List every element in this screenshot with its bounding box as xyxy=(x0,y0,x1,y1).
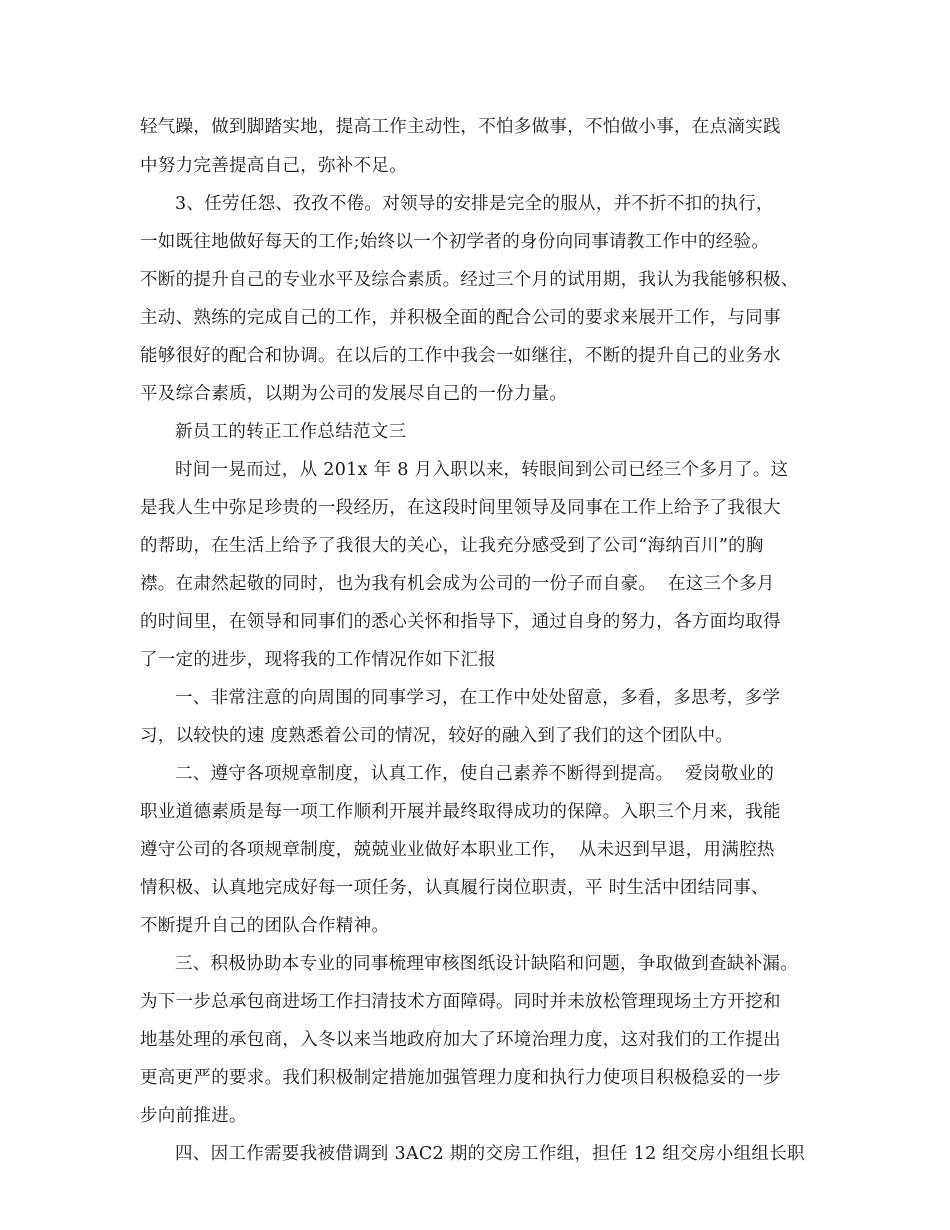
text-line: 襟。在肃然起敬的同时，也为我有机会成为公司的一份子而自豪。 在这三个多月 xyxy=(140,574,775,594)
text-line: 遵守公司的各项规章制度，兢兢业业做好本职业工作， 从未迟到早退，用满腔热 xyxy=(140,840,775,860)
text-line: 不断提升自己的团队合作精神。 xyxy=(140,916,390,936)
text-line: 的时间里，在领导和同事们的悉心关怀和指导下，通过自身的努力，各方面均取得 xyxy=(140,612,781,632)
text-line: 一、非常注意的向周围的同事学习，在工作中处处留意，多看，多思考，多学 xyxy=(175,688,781,708)
text-line: 习，以较快的速 度熟悉着公司的情况，较好的融入到了我们的这个团队中。 xyxy=(140,726,734,746)
text-line: 一如既往地做好每天的工作;始终以一个初学者的身份向同事请教工作中的经验。 xyxy=(140,232,770,252)
text-line: 地基处理的承包商，入冬以来当地政府加大了环境治理力度，这对我们的工作提出 xyxy=(140,1030,781,1050)
text-line: 情积极、认真地完成好每一项任务，认真履行岗位职责，平 时生活中团结同事、 xyxy=(140,878,769,898)
text-line: 不断的提升自己的专业水平及综合素质。经过三个月的试用期，我认为我能够积极、 xyxy=(140,270,799,290)
section-heading: 新员工的转正工作总结范文三 xyxy=(175,422,407,442)
text-line: 是我人生中弥足珍贵的一段经历，在这段时间里领导及同事在工作上给予了我很大 xyxy=(140,498,781,518)
text-line: 步向前推进。 xyxy=(140,1106,247,1126)
text-line: 四、因工作需要我被借调到 3AC2 期的交房工作组，担任 12 组交房小组组长职 xyxy=(175,1144,805,1164)
text-line: 三、积极协助本专业的同事梳理审核图纸设计缺陷和问题，争取做到查缺补漏。 xyxy=(175,954,798,974)
text-line: 职业道德素质是每一项工作顺利开展并最终取得成功的保障。入职三个月来，我能 xyxy=(140,802,781,822)
text-line: 二、遵守各项规章制度，认真工作，使自己素养不断得到提高。 爱岗敬业的 xyxy=(175,764,775,784)
text-line: 时间一晃而过，从 201x 年 8 月入职以来，转眼间到公司已经三个多月了。这 xyxy=(175,460,789,480)
text-line: 3、任劳任怨、孜孜不倦。对领导的安排是完全的服从，并不折不扣的执行， xyxy=(175,194,774,214)
text-line: 中努力完善提高自己，弥补不足。 xyxy=(140,156,407,176)
text-line: 更高更严的要求。我们积极制定措施加强管理力度和执行力使项目积极稳妥的一步 xyxy=(140,1068,781,1088)
text-line: 了一定的进步，现将我的工作情况作如下汇报 xyxy=(140,650,496,670)
text-line: 为下一步总承包商进场工作扫清技术方面障碍。同时并未放松管理现场土方开挖和 xyxy=(140,992,781,1012)
text-line: 轻气躁，做到脚踏实地，提高工作主动性，不怕多做事，不怕做小事，在点滴实践 xyxy=(140,117,781,137)
text-line: 的帮助，在生活上给予了我很大的关心，让我充分感受到了公司“海纳百川”的胸 xyxy=(140,536,764,556)
text-line: 平及综合素质，以期为公司的发展尽自己的一份力量。 xyxy=(140,384,568,404)
text-line: 主动、熟练的完成自己的工作，并积极全面的配合公司的要求来展开工作，与同事 xyxy=(140,308,781,328)
text-line: 能够很好的配合和协调。在以后的工作中我会一如继往，不断的提升自己的业务水 xyxy=(140,346,781,366)
